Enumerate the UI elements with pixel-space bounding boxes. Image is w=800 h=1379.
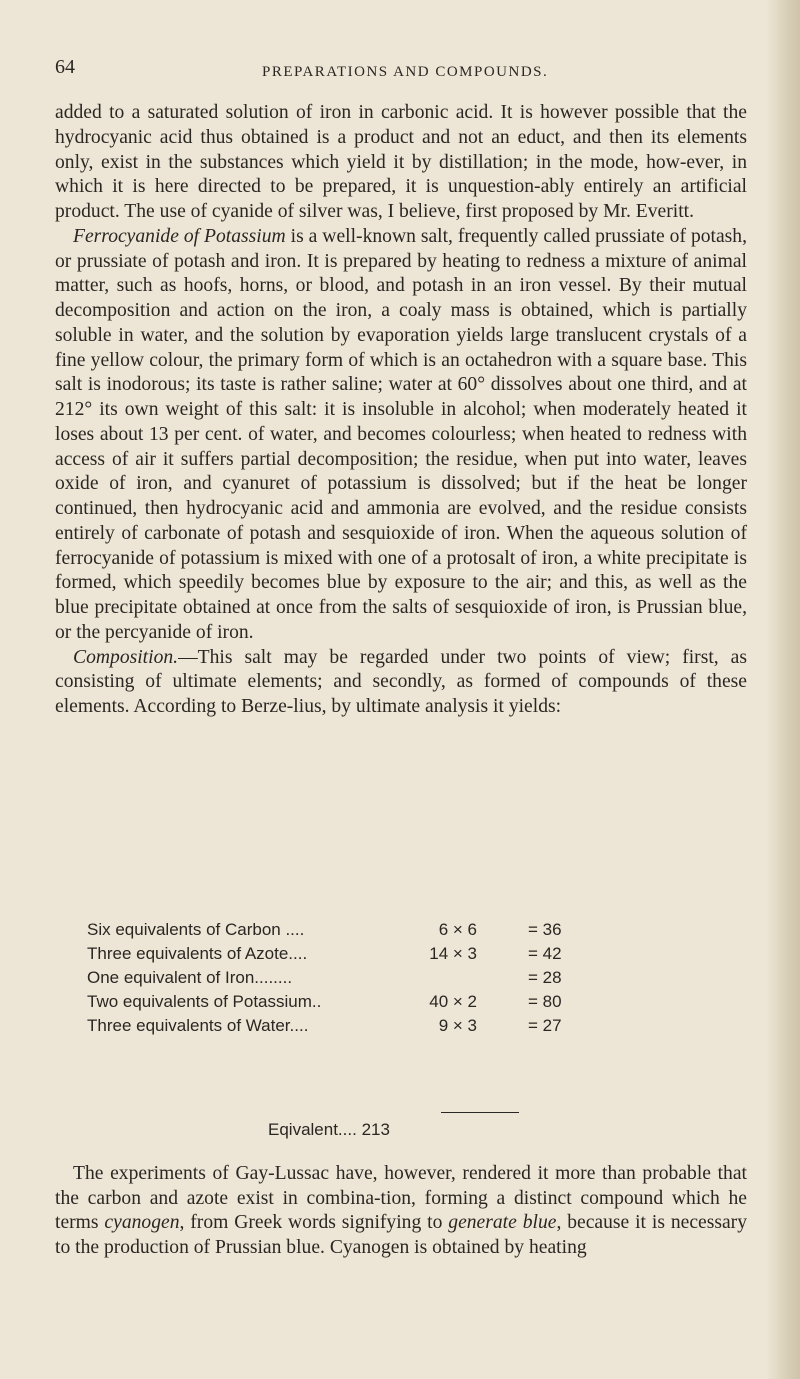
- paragraph-composition: [55, 646, 747, 720]
- table-row: [87, 1014, 607, 1038]
- sum-rule: [441, 1112, 519, 1113]
- paragraph-text: —This salt may be regarded under two points of view; first, as consisting of ultimate elements; and secondly, as formed of compounds of these elements. According to Berze-lius, by ultimate analysis it yields:: [55, 646, 747, 717]
- italic-term: Ferrocyanide of Potassium: [73, 225, 286, 247]
- row-result: = 80: [528, 992, 562, 1011]
- row-label: Six equivalents of Carbon ....: [87, 920, 305, 939]
- body-text: [55, 101, 747, 720]
- page-edge-shadow: [766, 0, 800, 1379]
- row-calc: 9 × 3: [438, 1016, 477, 1035]
- row-calc: 14 × 3: [429, 944, 477, 963]
- table-row: [87, 990, 607, 1014]
- row-label: Two equivalents of Potassium..: [87, 992, 322, 1011]
- table-total: [268, 1120, 390, 1140]
- paragraph-text: is a well-known salt, frequently called prussiate of potash, or prussiate of potash and iron. It is prepared by heating to redness a mixture of animal matter, such as hoofs, horns, or blood, and potash in an iron vessel. By their mutual decomposition and action on the iron, a coaly mass is obtained, which is partially soluble in water, and the solution by evaporation yields large translucent crystals of a fine yellow colour, the primary form of which is an octahedron with a square base. This salt is inodorous; its taste is rather saline; water at 60° dissolves about one third, and at 212° its own weight of this salt: it is insoluble in alcohol; when moderately heated it loses about 13 per cent. of water, and becomes colourless; when heated to redness with access of air it suffers partial decomposition; the residue, when put into water, leaves oxide of iron, and cyanuret of potassium is dissolved; but if the heat be longer continued, then hydrocyanic acid and ammonia are evolved, and the residue consists entirely of carbonate of potash and sesquioxide of iron. When the aqueous solution of ferrocyanide of potassium is mixed with one of a protosalt of iron, a white precipitate is formed, which speedily becomes blue by exposure to the air; and this, as well as the blue precipitate obtained at once from the salts of sesquioxide of iron, is Prussian blue, or the percyanide of iron.: [55, 225, 747, 643]
- paragraph-text: , from Greek words signifying to: [179, 1212, 449, 1234]
- paragraph-text: The experiments of Gay-Lussac have, however, rendered it more than probable that the carbon and azote exist in combina-tion, forming a distinct compound which he terms: [55, 1163, 747, 1234]
- row-label: Three equivalents of Azote....: [87, 944, 308, 963]
- row-calc: 6 × 6: [438, 920, 477, 939]
- row-label: Three equivalents of Water....: [87, 1016, 309, 1035]
- paragraph-text: , because it is necessary to the production of Prussian blue. Cyanogen is obtained by heating: [55, 1212, 747, 1258]
- paragraph-cyanogen: [55, 1162, 747, 1260]
- running-head: PREPARATIONS AND COMPOUNDS.: [262, 64, 549, 80]
- row-label: One equivalent of Iron........: [87, 968, 293, 987]
- italic-term: generate blue: [448, 1212, 557, 1234]
- row-result: = 36: [528, 920, 562, 939]
- table-row: [87, 942, 607, 966]
- row-result: = 42: [528, 944, 562, 963]
- paragraph-continuation: added to a saturated solution of iron in carbonic acid. It is however possible that the hydrocyanic acid thus obtained is a product and not an educt, and then its elements only, exist in the substances which yield it by distillation; in the mode, how-ever, in which it is here directed to be prepared, it is unquestion-ably entirely an artificial product. The use of cyanide of silver was, I believe, first proposed by Mr. Everitt.: [55, 102, 747, 222]
- italic-term: Composition.: [73, 646, 179, 668]
- table-row: [87, 966, 607, 990]
- row-calc: 40 × 2: [429, 992, 477, 1011]
- row-result: = 28: [528, 968, 562, 987]
- total-value: 213: [361, 1120, 390, 1139]
- composition-table: [87, 918, 607, 1038]
- body-text-lower: [55, 1162, 747, 1260]
- total-label: Eqivalent....: [268, 1120, 357, 1139]
- italic-term: cyanogen: [104, 1212, 180, 1234]
- paragraph-ferrocyanide: [55, 225, 747, 646]
- row-result: = 27: [528, 1016, 562, 1035]
- page-number: 64: [55, 56, 75, 78]
- table-row: [87, 918, 607, 942]
